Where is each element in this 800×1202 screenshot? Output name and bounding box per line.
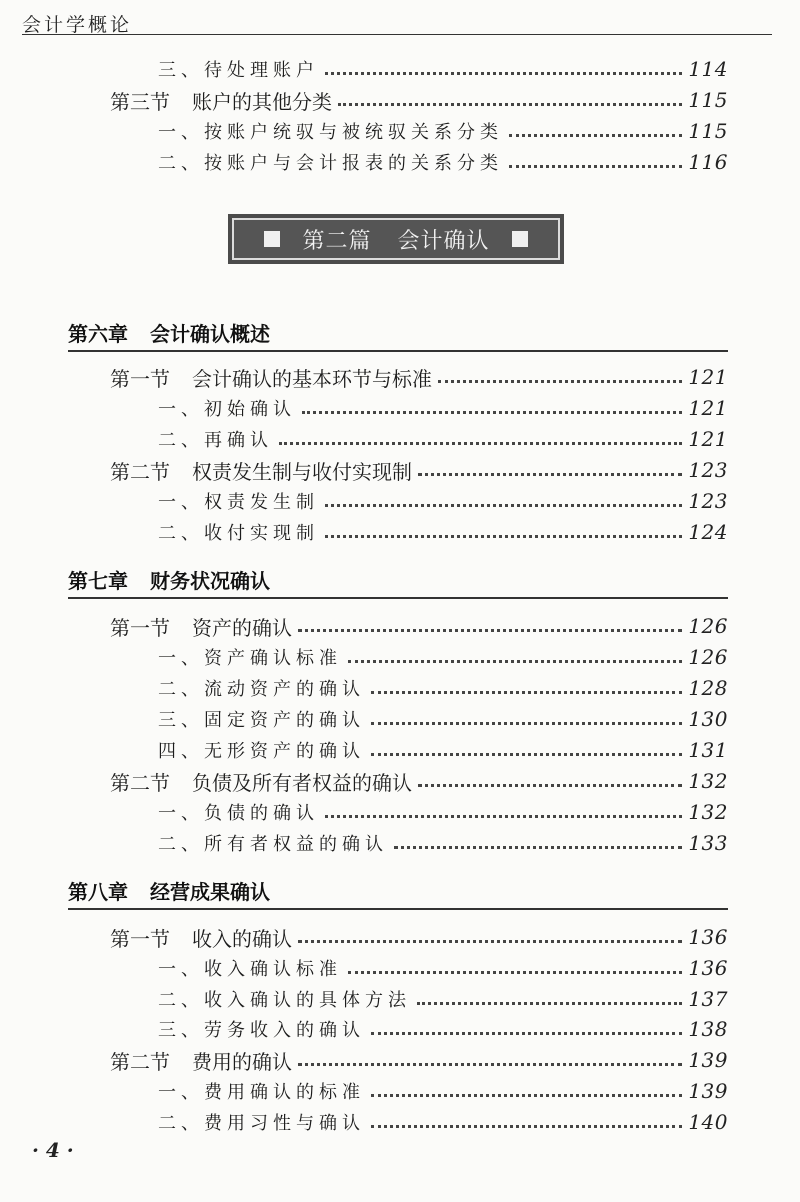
toc-item[interactable] (158, 735, 728, 765)
toc-page-number: 115 (688, 119, 728, 143)
toc-page-number: 126 (688, 645, 728, 669)
chapter-number: 第七章 (68, 569, 128, 593)
toc-section-label (110, 612, 292, 641)
dot-leader (325, 502, 682, 507)
toc-page-number: 133 (688, 831, 728, 855)
toc-section-label (110, 767, 412, 796)
toc-item-label: 二、收付实现制 (158, 523, 319, 544)
part-heading (302, 224, 489, 255)
toc-item-label: 四、无形资产的确认 (158, 741, 365, 762)
toc-item[interactable] (158, 642, 728, 672)
toc-section[interactable] (110, 85, 728, 115)
toc-item-label: 二、费用习性与确认 (158, 1113, 365, 1134)
toc-item[interactable] (158, 1107, 728, 1137)
chapter-label (68, 318, 270, 347)
toc-item[interactable] (158, 1076, 728, 1106)
section-number: 第一节 (110, 926, 170, 951)
toc-item-label: 三、劳务收入的确认 (158, 1020, 365, 1041)
dot-leader (418, 782, 682, 787)
square-icon (264, 231, 280, 247)
toc-page-number: 115 (688, 88, 728, 112)
dot-leader (509, 163, 682, 168)
section-number: 第一节 (110, 366, 170, 391)
toc-page-number: 136 (688, 925, 728, 949)
dot-leader (298, 938, 682, 943)
section-title: 权责发生制与收付实现制 (192, 459, 412, 484)
toc-item-label: 二、再确认 (158, 430, 273, 451)
toc-item[interactable] (158, 147, 728, 177)
toc-section-label (110, 363, 432, 392)
toc-page-number: 130 (688, 707, 728, 731)
toc-item[interactable] (158, 116, 728, 146)
dot-leader (302, 409, 682, 414)
toc-page-number: 132 (688, 800, 728, 824)
toc-page-number: 114 (688, 57, 728, 81)
section-title: 收入的确认 (192, 926, 292, 951)
toc-item-label: 二、所有者权益的确认 (158, 834, 388, 855)
toc-page-number: 116 (688, 150, 728, 174)
toc-item-label: 一、费用确认的标准 (158, 1082, 365, 1103)
toc-item-label: 二、按账户与会计报表的关系分类 (158, 153, 503, 174)
dot-leader (325, 813, 682, 818)
dot-leader (325, 70, 682, 75)
chapter-label (68, 876, 270, 905)
dot-leader (298, 627, 682, 632)
toc-section[interactable] (110, 611, 728, 641)
dot-leader (418, 471, 682, 476)
toc-item-label: 一、负债的确认 (158, 803, 319, 824)
toc-page-number: 123 (688, 458, 728, 482)
section-number: 第一节 (110, 615, 170, 640)
section-number: 第二节 (110, 770, 170, 795)
toc-page-number: 132 (688, 769, 728, 793)
toc-page-number: 128 (688, 676, 728, 700)
toc-item[interactable] (158, 704, 728, 734)
dot-leader (298, 1061, 682, 1066)
toc-item-label: 一、初始确认 (158, 399, 296, 420)
chapter-heading[interactable] (68, 565, 728, 599)
toc-section[interactable] (110, 455, 728, 485)
toc-page-number: 131 (688, 738, 728, 762)
toc-item-label: 二、流动资产的确认 (158, 679, 365, 700)
dot-leader (371, 689, 682, 694)
toc-item-label: 一、权责发生制 (158, 492, 319, 513)
toc-item[interactable] (158, 1014, 728, 1044)
dot-leader (348, 658, 682, 663)
chapter-heading[interactable] (68, 318, 728, 352)
toc-page-number: 140 (688, 1110, 728, 1134)
part-banner (228, 214, 564, 264)
square-icon (512, 231, 528, 247)
chapter-heading[interactable] (68, 876, 728, 910)
toc-item[interactable] (158, 54, 728, 84)
part-banner-frame (232, 218, 560, 260)
section-title: 资产的确认 (192, 615, 292, 640)
toc-page-number: 121 (688, 427, 728, 451)
toc-page-number: 123 (688, 489, 728, 513)
toc-item[interactable] (158, 424, 728, 454)
toc-page-number: 126 (688, 614, 728, 638)
toc-item[interactable] (158, 984, 728, 1014)
part-title: 会计确认 (397, 228, 490, 254)
toc-page-number: 139 (688, 1079, 728, 1103)
section-title: 会计确认的基本环节与标准 (192, 366, 432, 391)
toc-section-label (110, 923, 292, 952)
dot-leader (438, 378, 682, 383)
toc-section[interactable] (110, 1045, 728, 1075)
toc-item-label: 三、待处理账户 (158, 60, 319, 81)
page-number: · 4 · (32, 1138, 74, 1162)
toc-item-label: 一、按账户统驭与被统驭关系分类 (158, 122, 503, 143)
toc-page-number: 137 (688, 987, 728, 1011)
dot-leader (371, 1030, 682, 1035)
dot-leader (371, 751, 682, 756)
toc-section[interactable] (110, 922, 728, 952)
section-title: 费用的确认 (192, 1049, 292, 1074)
section-number: 第三节 (110, 89, 170, 114)
dot-leader (371, 1092, 682, 1097)
toc-section[interactable] (110, 362, 728, 392)
dot-leader (348, 969, 682, 974)
chapter-title: 财务状况确认 (150, 569, 270, 593)
section-title: 账户的其他分类 (192, 89, 332, 114)
toc-section-label (110, 86, 332, 115)
toc-page-number: 124 (688, 520, 728, 544)
chapter-label (68, 565, 270, 594)
dot-leader (394, 844, 682, 849)
toc-item[interactable] (158, 953, 728, 983)
dot-leader (371, 1123, 682, 1128)
dot-leader (509, 132, 682, 137)
toc-page-number: 139 (688, 1048, 728, 1072)
toc-item[interactable] (158, 673, 728, 703)
dot-leader (371, 720, 682, 725)
toc-item-label: 一、资产确认标准 (158, 648, 342, 669)
section-title: 负债及所有者权益的确认 (192, 770, 412, 795)
dot-leader (325, 533, 682, 538)
chapter-number: 第六章 (68, 322, 128, 346)
toc-item[interactable] (158, 797, 728, 827)
toc-page-number: 138 (688, 1017, 728, 1041)
toc-item-label: 二、收入确认的具体方法 (158, 990, 411, 1011)
part-number: 第二篇 (302, 228, 372, 254)
chapter-number: 第八章 (68, 880, 128, 904)
toc-item[interactable] (158, 828, 728, 858)
toc-page-number: 136 (688, 956, 728, 980)
toc-item[interactable] (158, 517, 728, 547)
section-number: 第二节 (110, 459, 170, 484)
toc-item-label: 一、收入确认标准 (158, 959, 342, 980)
toc-page-number: 121 (688, 396, 728, 420)
dot-leader (417, 1000, 682, 1005)
chapter-title: 经营成果确认 (150, 880, 270, 904)
toc-section[interactable] (110, 766, 728, 796)
section-number: 第二节 (110, 1049, 170, 1074)
toc-page-number: 121 (688, 365, 728, 389)
toc-item[interactable] (158, 393, 728, 423)
toc-section-label (110, 456, 412, 485)
dot-leader (279, 440, 682, 445)
toc-item-label: 三、固定资产的确认 (158, 710, 365, 731)
book-title: 会计学概论 (22, 14, 133, 36)
chapter-title: 会计确认概述 (150, 322, 270, 346)
toc-item[interactable] (158, 486, 728, 516)
dot-leader (338, 101, 682, 106)
toc-section-label (110, 1046, 292, 1075)
